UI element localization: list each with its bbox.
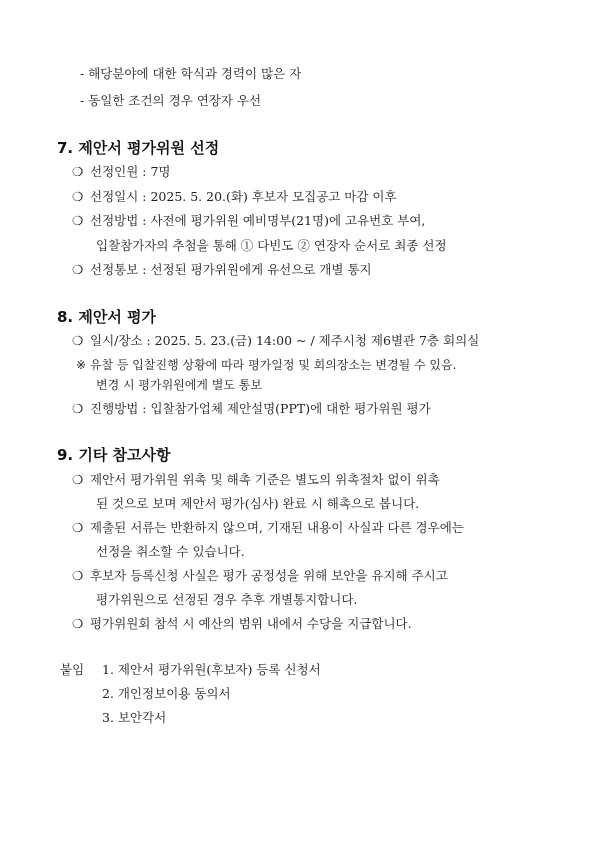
section-9-item-confidentiality — [72, 568, 448, 584]
attachment-item: 1. 제안서 평가위원(후보자) 등록 신청서 — [102, 662, 321, 677]
circle-bullet-icon: ❍ — [72, 472, 84, 487]
section-7-heading: 7. 제안서 평가위원 선정 — [57, 139, 220, 157]
circle-bullet-icon: ❍ — [72, 164, 84, 179]
item-text: 평가위원회 참석 시 예산의 범위 내에서 수당을 지급합니다. — [90, 616, 412, 631]
section-8-item-schedule — [72, 333, 479, 349]
attachment-item: 3. 보안각서 — [102, 710, 167, 725]
section-8-note — [76, 357, 456, 373]
section-7-item-method — [72, 213, 425, 229]
circle-bullet-icon: ❍ — [72, 401, 84, 416]
criteria-line-expertise: - 해당분야에 대한 학식과 경력이 많은 자 — [80, 66, 302, 81]
section-8-heading: 8. 제안서 평가 — [57, 308, 157, 326]
item-text: 선정통보 : 선정된 평가위원에게 유선으로 개별 통지 — [90, 262, 372, 277]
item-text: 선정방법 : 사전에 평가위원 예비명부(21명)에 고유번호 부여, — [90, 213, 426, 228]
section-7-item-date — [72, 189, 397, 205]
section-9-item-documents — [72, 520, 464, 536]
section-9-item-appointment — [72, 472, 440, 488]
section-7-item-count — [72, 164, 171, 180]
section-9-item-appointment-cont: 된 것으로 보며 제안서 평가(심사) 완료 시 해촉으로 봅니다. — [96, 496, 420, 511]
section-9-item-documents-cont: 선정을 취소할 수 있습니다. — [96, 544, 245, 559]
circle-bullet-icon: ❍ — [72, 616, 84, 631]
item-text: 선정인원 : 7명 — [90, 164, 171, 179]
item-text: 진행방법 : 입찰참가업체 제안설명(PPT)에 대한 평가위원 평가 — [90, 401, 431, 416]
section-9-item-confidentiality-cont: 평가위원으로 선정된 경우 추후 개별통지합니다. — [96, 592, 358, 607]
circle-bullet-icon: ❍ — [72, 568, 84, 583]
section-7-item-notice — [72, 262, 372, 278]
circle-bullet-icon: ❍ — [72, 262, 84, 277]
item-text: 일시/장소 : 2025. 5. 23.(금) 14:00 ~ / 제주시청 제6별관 7층 회의실 — [90, 333, 480, 348]
circle-bullet-icon: ❍ — [72, 520, 84, 535]
section-7-item-method-cont: 입찰참가자의 추첨을 통해 ① 다빈도 ② 연장자 순서로 최종 선정 — [96, 238, 447, 253]
section-8-note-cont: 변경 시 평가위원에게 별도 통보 — [96, 378, 262, 392]
section-8-item-procedure — [72, 401, 431, 417]
circle-bullet-icon: ❍ — [72, 333, 84, 348]
item-text: 선정일시 : 2025. 5. 20.(화) 후보자 모집공고 마감 이후 — [90, 189, 397, 204]
circle-bullet-icon: ❍ — [72, 189, 84, 204]
item-text: 제안서 평가위원 위촉 및 해촉 기준은 별도의 위촉절차 없이 위촉 — [90, 472, 440, 487]
attachment-item: 2. 개인정보이용 동의서 — [102, 686, 231, 701]
note-mark-icon: ※ — [76, 358, 87, 372]
attachments-label: 붙임 — [60, 662, 85, 677]
criteria-line-seniority: - 동일한 조건의 경우 연장자 우선 — [80, 93, 262, 108]
item-text: 후보자 등록신청 사실은 평가 공정성을 위해 보안을 유지해 주시고 — [90, 568, 448, 583]
circle-bullet-icon: ❍ — [72, 213, 84, 228]
item-text: 제출된 서류는 반환하지 않으며, 기재된 내용이 사실과 다른 경우에는 — [90, 520, 464, 535]
section-9-item-allowance — [72, 616, 412, 632]
section-9-heading: 9. 기타 참고사항 — [57, 446, 171, 464]
note-text: 유찰 등 입찰진행 상황에 따라 평가일정 및 회의장소는 변경될 수 있음. — [89, 358, 457, 372]
